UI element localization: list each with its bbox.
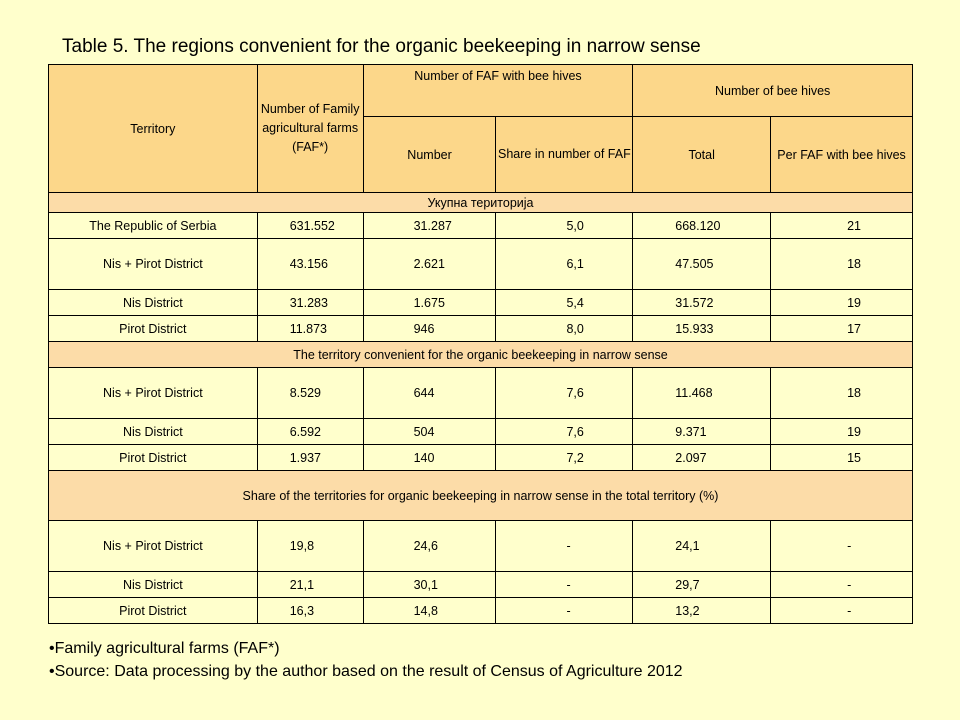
value-cell: 29,7: [633, 572, 771, 598]
value-cell: 47.505: [633, 239, 771, 290]
value-cell: 31.287: [363, 213, 496, 239]
footnotes: [49, 637, 683, 683]
table-row: [49, 316, 913, 342]
value-cell: 7,2: [496, 445, 633, 471]
value-cell: 7,6: [496, 368, 633, 419]
value-cell: 504: [363, 419, 496, 445]
territory-cell: Pirot District: [49, 445, 258, 471]
table-row: [49, 521, 913, 572]
value-cell: 19: [771, 419, 913, 445]
section-row: [49, 193, 913, 213]
territory-cell: Pirot District: [49, 316, 258, 342]
value-cell: 18: [771, 239, 913, 290]
value-cell: 30,1: [363, 572, 496, 598]
value-cell: -: [496, 598, 633, 624]
value-cell: 2.097: [633, 445, 771, 471]
table-row: [49, 213, 913, 239]
table-row: [49, 445, 913, 471]
territory-cell: Nis + Pirot District: [49, 239, 258, 290]
value-cell: 21: [771, 213, 913, 239]
value-cell: -: [496, 521, 633, 572]
section-label: Укупна територија: [49, 193, 913, 213]
value-cell: -: [771, 521, 913, 572]
header-hives-total: Total: [633, 117, 771, 193]
value-cell: 19,8: [257, 521, 363, 572]
value-cell: 8,0: [496, 316, 633, 342]
value-cell: 9.371: [633, 419, 771, 445]
territory-cell: The Republic of Serbia: [49, 213, 258, 239]
header-faf-number: Number: [363, 117, 496, 193]
bullet: •: [49, 640, 55, 657]
header-faf-with-hives: Number of FAF with bee hives: [363, 65, 633, 117]
value-cell: 7,6: [496, 419, 633, 445]
value-cell: 15.933: [633, 316, 771, 342]
header-faf-share: Share in number of FAF: [496, 117, 633, 193]
value-cell: 24,6: [363, 521, 496, 572]
value-cell: 15: [771, 445, 913, 471]
value-cell: 1.675: [363, 290, 496, 316]
value-cell: 17: [771, 316, 913, 342]
value-cell: 14,8: [363, 598, 496, 624]
value-cell: 19: [771, 290, 913, 316]
section-row: [49, 471, 913, 521]
value-cell: 668.120: [633, 213, 771, 239]
value-cell: 43.156: [257, 239, 363, 290]
value-cell: -: [771, 598, 913, 624]
value-cell: -: [496, 572, 633, 598]
table-title: Table 5. The regions convenient for the organic beekeeping in narrow sense: [62, 36, 701, 57]
section-label: The territory convenient for the organic beekeeping in narrow sense: [49, 342, 913, 368]
value-cell: 6.592: [257, 419, 363, 445]
value-cell: 644: [363, 368, 496, 419]
value-cell: 24,1: [633, 521, 771, 572]
value-cell: 140: [363, 445, 496, 471]
territory-cell: Nis District: [49, 290, 258, 316]
value-cell: 31.283: [257, 290, 363, 316]
territory-cell: Nis District: [49, 419, 258, 445]
header-territory: Territory: [49, 65, 258, 193]
value-cell: 631.552: [257, 213, 363, 239]
section-row: [49, 342, 913, 368]
table-row: [49, 598, 913, 624]
value-cell: 5,4: [496, 290, 633, 316]
value-cell: -: [771, 572, 913, 598]
value-cell: 6,1: [496, 239, 633, 290]
territory-cell: Nis District: [49, 572, 258, 598]
territory-cell: Nis + Pirot District: [49, 368, 258, 419]
table-row: [49, 572, 913, 598]
value-cell: 16,3: [257, 598, 363, 624]
value-cell: 1.937: [257, 445, 363, 471]
table-row: [49, 368, 913, 419]
table-row: [49, 239, 913, 290]
value-cell: 8.529: [257, 368, 363, 419]
value-cell: 946: [363, 316, 496, 342]
data-table: [48, 64, 913, 624]
value-cell: 11.468: [633, 368, 771, 419]
section-label: Share of the territories for organic beekeeping in narrow sense in the total territory (%): [49, 471, 913, 521]
value-cell: 21,1: [257, 572, 363, 598]
header-faf-total: Number of Family agricultural farms (FAF*): [257, 65, 363, 193]
header-bee-hives: Number of bee hives: [633, 65, 913, 117]
value-cell: 2.621: [363, 239, 496, 290]
value-cell: 13,2: [633, 598, 771, 624]
note-item: •Family agricultural farms (FAF*): [49, 640, 280, 657]
table-row: [49, 419, 913, 445]
table-row: [49, 290, 913, 316]
note-item: •Source: Data processing by the author based on the result of Census of Agriculture 2012: [49, 663, 683, 680]
value-cell: 5,0: [496, 213, 633, 239]
territory-cell: Nis + Pirot District: [49, 521, 258, 572]
value-cell: 11.873: [257, 316, 363, 342]
header-hives-per-faf: Per FAF with bee hives: [771, 117, 913, 193]
value-cell: 31.572: [633, 290, 771, 316]
territory-cell: Pirot District: [49, 598, 258, 624]
value-cell: 18: [771, 368, 913, 419]
bullet: •: [49, 663, 55, 680]
